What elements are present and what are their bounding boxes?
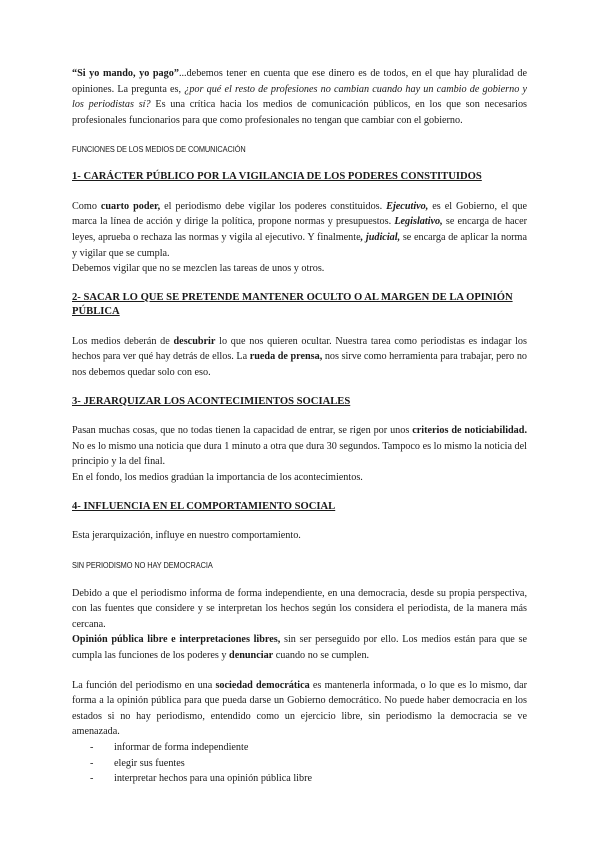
dash-bullet: - [90, 757, 94, 769]
intro-text: ...debemos tener en cuenta que ese dinero es de todos, en el que hay pluralidad de opiniones. La pregunta es, [72, 68, 528, 95]
text: es el Gobierno, el que marca la línea de acción y dirige la política, propone normas y presupuestos. [72, 200, 527, 228]
section4-paragraph: Esta jerarquización, influye en nuestro comportamiento. [72, 530, 301, 541]
intro-rest: Es una crítica hacia los medios de comunicación públicos, en los que son necesarios profesionales funcionarios para que como profesionales no tengan que cambiar con el gobierno. [72, 99, 527, 126]
dash-bullet: - [90, 741, 94, 753]
text: Pasan muchas cosas, que no todas tienen la capacidad de entrar, se rigen por unos [72, 425, 413, 437]
text: se encarga de hacer leyes, aprueba o rechaza las normas y vigila al ejecutivo. Y finalmente [72, 216, 527, 244]
bold-term: sociedad democrática [215, 679, 310, 691]
bold-term: cuarto poder, [100, 200, 161, 212]
section2-title: 2- SACAR LO QUE SE PRETENDE MANTENER OCULTO O AL MARGEN DE LA OPINIÓN PÚBLICA [72, 291, 513, 318]
section3-paragraph [72, 423, 527, 470]
section1-line2: Debemos vigilar que no se mezclen las tareas de unos y otros. [72, 263, 325, 275]
text: Los medios deberán de [72, 335, 174, 347]
democracia-paragraph-2 [72, 632, 527, 663]
text: No es lo mismo una noticia que dura 1 minuto a otra que dura 30 segundos. Tampoco es lo mismo la noticia del principio y la del final. [72, 440, 527, 468]
document-page [72, 66, 527, 787]
term-judicial: , judicial, [360, 232, 401, 244]
text: Como [72, 200, 101, 212]
text: nos sirve como herramienta para trabajar, pero no nos debemos quedar solo con eso. [72, 351, 528, 379]
text: lo que nos quieren ocultar. Nuestra tarea como periodistas es indagar los hechos para ver qué hay detrás de ellos. La [72, 335, 527, 363]
text: La función del periodismo en una [72, 679, 216, 691]
list-item [72, 740, 527, 756]
democracia-paragraph-3 [72, 678, 527, 740]
text: sin ser perseguido por ello. Los medios están para que se cumpla las funciones de los poderes y [72, 634, 527, 661]
list-item [72, 771, 527, 787]
section3-line2: En el fondo, los medios gradúan la importancia de los acontecimientos. [72, 471, 363, 483]
section1-paragraph [72, 199, 527, 261]
section1-title: 1- CARÁCTER PÚBLICO POR LA VIGILANCIA DE LOS PODERES CONSTITUIDOS [72, 171, 482, 183]
intro-paragraph [72, 66, 527, 128]
text: se encarga de aplicar la norma y vigilar que se cumpla. [72, 232, 528, 259]
term-ejecutivo: Ejecutivo, [386, 200, 429, 212]
list-item-text: informar de forma independiente [114, 741, 249, 753]
list-item [72, 756, 527, 772]
heading-funciones: FUNCIONES DE LOS MEDIOS DE COMUNICACIÓN [72, 144, 246, 155]
democracia-paragraph-1: Debido a que el periodismo informa de forma independiente, en una democracia, desde su propia perspectiva, con las fuentes que considere y se interpretan los hechos según los considera el periodista, de la manera más cercana. [72, 587, 527, 630]
text: es mantenerla informada, o lo que es lo mismo, dar forma a la opinión pública para que pueda darse un Gobierno democrático. No puede haber democracia en los estados si no hay periodismo, entendido como un ejercicio libre, sin periodismo la democracia se ve amenazada. [72, 679, 527, 738]
bold-term: Opinión pública libre e interpretaciones libres, [72, 634, 281, 646]
section3-title: 3- JERARQUIZAR LOS ACONTECIMIENTOS SOCIALES [72, 395, 351, 407]
text: cuando no se cumplen. [273, 649, 370, 661]
section4-title: 4- INFLUENCIA EN EL COMPORTAMIENTO SOCIAL [72, 500, 336, 512]
bold-term: criterios de noticiabilidad. [412, 425, 527, 437]
dash-bullet: - [90, 773, 94, 785]
section2-paragraph [72, 334, 527, 381]
heading-democracia: SIN PERIODISMO NO HAY DEMOCRACIA [72, 559, 213, 570]
text: el periodismo debe vigilar los poderes constituidos. [160, 200, 387, 212]
intro-question: ¿por qué el resto de profesiones no cambian cuando hay un cambio de gobierno y los periodistas sí? [72, 83, 527, 111]
intro-quote: “Si yo mando, yo pago” [72, 68, 179, 79]
bold-term: denunciar [229, 649, 274, 661]
bold-term: rueda de prensa, [249, 351, 323, 363]
list-item-text: interpretar hechos para una opinión pública libre [114, 773, 313, 785]
list-item-text: elegir sus fuentes [114, 757, 185, 769]
bold-term: descubrir [173, 335, 216, 347]
functions-list [72, 740, 527, 787]
term-legislativo: Legislativo, [394, 216, 443, 228]
